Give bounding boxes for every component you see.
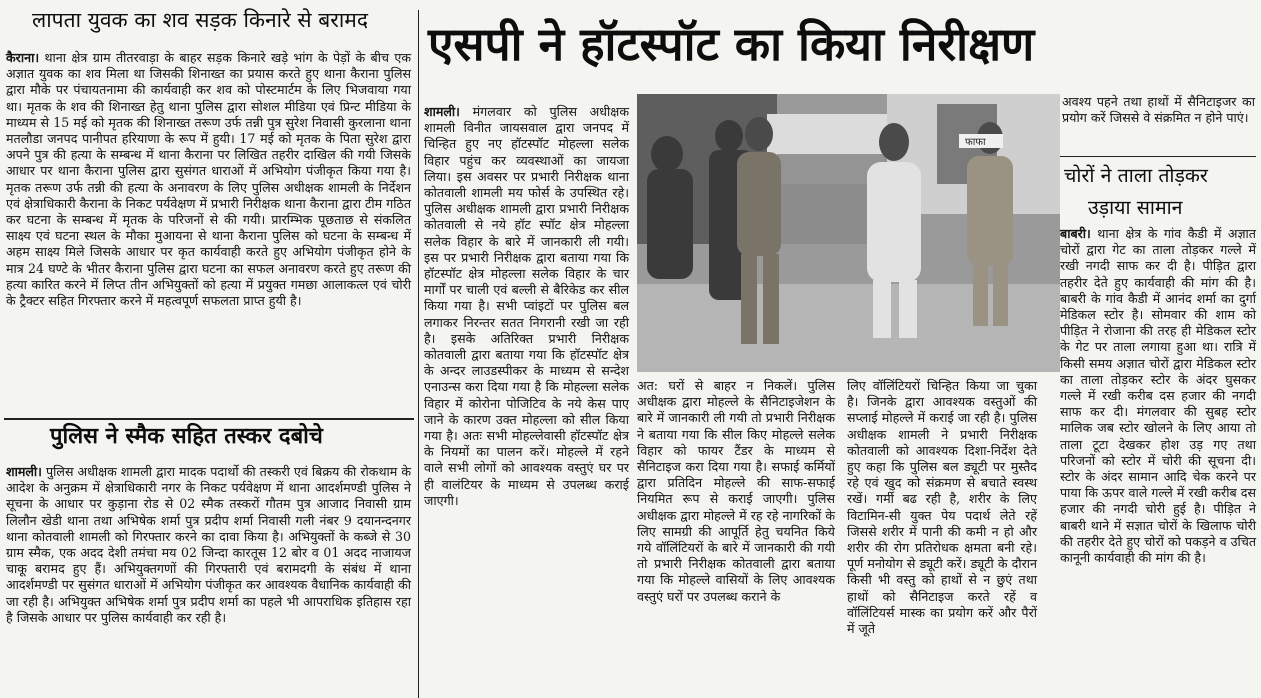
story-1-headline: लापता युवक का शव सड़क किनारे से बरामद bbox=[32, 8, 368, 32]
story-1-text: थाना क्षेत्र ग्राम तीतरवाड़ा के बाहर सड़क किनारे खड़े भांग के पेड़ों के बीच एक अज्ञात युवक का शव मिला था जिसकी शिनाख्त का प्रयास करते हुए थाना कैराना पुलिस द्वारा मौके पर पंचायतनामा की कार्यवाही कर शव को पोस्टमार्टम के लिए भिजवाया गया था। मृतक के शव की शिनाख्त हेतु थाना पुलिस द्वारा सोशल मीडिया एवं प्रिन्ट मीडिया के माध्यम से 15 मई को मृतक की शिनाख्त तरूण उर्फ तन्नी पुत्र सुरेश निवासी कुरलाना थाना मतलौडा जनपद पानीपत हरियाणा के रूप में हुयी। 17 मई को मृतक के पिता सुरेश द्वारा अपने पुत्र की हत्या के सम्बन्ध में थाना कैराना पर लिखित तहरीर दाखिल की गयी जिसके आधार पर थाना कैराना पुलिस द्वारा सुसंगत धाराओं में अभियोग पंजीकृत किया गया है। मृतक तरूण उर्फ तन्नी की हत्या के अनावरण के लिए पुलिस अधीक्षक शामली के निर्देशन एवं क्षेत्राधिकारी कैराना के निकट पर्यवेक्षण में प्रभारी निरीक्षक थाना कैराना द्वारा टीम गठित कर घटना के सम्बन्ध में मृतक के परिजनों से की गयी। प्रारम्भिक पूछताछ से संकलित साक्ष्य एवं घटना स्थल के मौका मुआयना से थाना कैराना पुलिस को घटना के सम्बन्ध में अहम साक्ष्य मिले जिसके आधार पर कृत कार्यवाही करते हुए अभियोग पंजीकृत होने के मात्र 24 घण्टे के भीतर कैराना पुलिस द्वारा घटना का सफल अनावरण करते हुए तरूण की हत्या कारित करने में लिप्त तीन अभियुक्तों को हत्या में प्रयुक्त गमछा आलाकत्ल एवं चोरी के ट्रैक्टर सहित गिरफ्तार करने में महत्वपूर्ण सफलता प्राप्त हुयी है। bbox=[6, 50, 412, 309]
main-story-col-1 bbox=[424, 104, 632, 698]
main-story-dateline: शामली। bbox=[424, 104, 460, 119]
column-divider bbox=[418, 10, 419, 698]
main-story-col-2 bbox=[637, 378, 837, 698]
main-story-col-3 bbox=[847, 378, 1039, 698]
story-2-dateline: शामली। bbox=[6, 464, 42, 479]
story-3-headline-line-1: चोरों ने ताला तोड़कर bbox=[1064, 164, 1208, 187]
story-1-dateline: कैराना। bbox=[6, 50, 40, 65]
right-divider bbox=[1060, 156, 1256, 157]
photo-shop-sign: फाफा bbox=[965, 137, 986, 148]
story-1-body bbox=[6, 50, 411, 309]
story-3-headline-line-2: उड़ाया सामान bbox=[1088, 196, 1183, 219]
story-2-body bbox=[6, 464, 411, 626]
story-2-text: पुलिस अधीक्षक शामली द्वारा मादक पदार्थो की तस्करी एवं बिक्रय की रोकथाम के आदेश के अनुक्रम में क्षेत्राधिकारी नगर के निकट पर्यवेक्षण में थाना आदर्शमण्डी पुलिस ने सूचना के आधार पर कुड़ाना रोड से 02 स्मैक तस्करों गौतम पुत्र आजाद निवासी ग्राम लिलौन खेडी थाना तथा अभिषेक शर्मा पुत्र प्रदीप शर्मा निवासी गली नंबर 9 दयानन्दनगर थाना कोतवाली शामली को गिरफ्तार करने का दावा किया है। अभियुक्तों के कब्जे से 30 ग्राम स्मैक, एक अदद देशी तमंचा मय 02 जिन्दा कारतूस 12 बोर व 01 अदद नाजायज चाकू बरामद हुए हैं। अभियुक्तगणों की गिरफ्तारी एवं बरामदगी के संबंध में थाना आदर्शमण्डी पर सुसंगत धाराओं में अभियोग पंजीकृत कर आवश्यक वैधानिक कार्यवाही की जा रही है। अभियुक्त अभिषेक शर्मा पुत्र प्रदीप शर्मा का पहले भी आपराधिक इतिहास रहा है जिसके आधार पर पुलिस कार्यवाही कर रही है। bbox=[6, 464, 411, 625]
main-headline: एसपी ने हॉटस्पॉट का किया निरीक्षण bbox=[428, 17, 1035, 71]
story-1 bbox=[0, 0, 416, 418]
story-3-dateline: बाबरी। bbox=[1060, 226, 1091, 241]
main-story-continuation-text: अवश्य पहने तथा हाथों में सैनिटाइजर का प्रयोग करें जिससे वे संक्रमित न होने पाएं। bbox=[1062, 94, 1255, 126]
story-2 bbox=[0, 420, 416, 698]
police-inspection-photo bbox=[637, 94, 1060, 372]
news-photo bbox=[637, 94, 1060, 372]
main-story-col-1-text: शामली। मंगलवार को पुलिस अधीक्षक शामली विनीत जायसवाल द्वारा जनपद में चिन्हित हुए नए हॉटस्पॉट मोहल्ला सलेक विहार पहुंच कर व्यवस्थाओं का जायजा लिया। इस अवसर पर प्रभारी निरीक्षक थाना कोतवाली शामली मय फोर्स के उपस्थित रहे। पुलिस अधीक्षक शामली द्वारा प्रभारी निरीक्षक कोतवाली से नये हॉट स्पॉट क्षेत्र मोहल्ला सलेक विहार के बारे में जानकारी ली गयी। इस पर प्रभारी निरीक्षक द्वारा बताया गया कि हॉटस्पॉट क्षेत्र मोहल्ला सलेक विहार के चार मार्गों पर चाली एवं बल्ली से बैरिकेड कर सील किया गया है। सभी प्वांइटों पर पुलिस बल लगाकर निरन्तर सतत निगरानी रखी जा रही है। इसके अतिरिक्त प्रभारी निरीक्षक कोतवाली द्वारा बताया गया कि हॉटस्पॉट क्षेत्र के अन्दर लाउडस्पीकर के माध्यम से सन्देश एनाउन्स करा दिया गया है कि मोहल्ला सलेक विहार में कोरोना पोजिटिव के नये केस पाए जाने के कारण उक्त मोहल्ला को सील किया गया है। अतः सभी मोहल्लेवासी हॉटस्पॉट क्षेत्र के नियमों का पालन करें। मोहल्ले में रहने वाले सभी लोगों को आवश्यक वस्तुएं घर पर ही वालंटियर के माध्यम से उपलब्ध कराई जाएगी। bbox=[424, 104, 629, 508]
main-story-col-2-text: अत: घरों से बाहर न निकलें। पुलिस अधीक्षक द्वारा मोहल्ले के सैनिटाइजेशन के बारे में जानकारी ली गयी तो प्रभारी निरीक्षक ने बताया गया कि सील किए मोहल्ले सलेक विहार को फायर टैंडर के माध्यम से सैनिटाइज करा दिया गया है। सफाई कर्मियों द्वारा प्रतिदिन मोहल्ले की साफ-सफाई नियमित रूप से कराई जाएगी। पुलिस अधीक्षक द्वारा मोहल्ले में रह रहे नागरिकों के लिए सामग्री की आपूर्ति हेतु चयनित किये गये वॉलिंटियरों के बारे में जानकारी की गयी तो प्रभारी निरीक्षक कोतवाली द्वारा बताया गया कि मोहल्ले वासियों के लिए आवश्यक वस्तुएं घरों पर उपलब्ध कराने के bbox=[637, 378, 835, 604]
main-story-col-3-text: लिए वॉलिंटियरों चिन्हित किया जा चुका है। जिनके द्वारा आवश्यक वस्तुओं की सप्लाई मोहल्ले में कराई जा रही है। पुलिस अधीक्षक शामली ने प्रभारी निरीक्षक कोतवाली को आवश्यक दिशा-निर्देश देते हुए कहा कि पुलिस बल ड्यूटी पर मुस्तैद रहे एवं खुद को संक्रमण से बचाते स्वस्थ रखें। गर्मी बढ रही है, शरीर के लिए विटामिन-सी युक्त पेय पदार्थ लेते रहें जिससे शरीर में पानी की कमी न हो और शरीर की रोग प्रतिरोधक क्षमता बनी रहे। पूर्ण मनोयोग से ड्यूटी करें। ड्यूटी के दौरान किसी भी वस्तु को हाथों से न छुएं तथा हाथों को सैनिटाइज करते रहें व वॉलिंटियर्स मास्क का प्रयोग करें और पैरों में जूते bbox=[847, 378, 1037, 637]
story-2-headline: पुलिस ने स्मैक सहित तस्कर दबोचे bbox=[50, 424, 323, 449]
main-story-continuation bbox=[1062, 94, 1258, 156]
story-3-text: थाना क्षेत्र के गांव कैडी में अज्ञात चोरों द्वारा गेट का ताला तोड़कर गल्ले में रखी नगदी साफ कर दी है। पीड़ित द्वारा तहरीर देते हुए कार्यवाही की मांग की है। बाबरी के गांव कैडी में आनंद शर्मा का दुर्गा मेडिकल स्टोर है। सोमवार की शाम को पीड़ित ने रोजाना की तरह ही मेडिकल स्टोर के गेट पर ताला लगाया हुआ था। रात्रि में किसी समय अज्ञात चोरों द्वारा मेडिकल स्टोर का ताला तोड़कर स्टोर के अंदर घुसकर गल्ले में रखी करीब दस हजार की नगदी साफ कर दी। मंगलवार की सुबह स्टोर मालिक जब स्टोर खोलने के लिए आया तो ताला टूटा देखकर होश उड़ गए तथा परिजनों को स्टोर में चोरी की सूचना दी। स्टोर के अंदर सामान आदि चेक करने पर पाया कि ऊपर वाले गल्ले में रखी करीब दस हजार की नगदी चोरी हुई है। पीड़ित ने बाबरी थाने में सज्ञात चोरों के खिलाफ चोरी की तहरीर देते हुए चोरों को पकड़ने व उचित कानूनी कार्यवाही की मांग की है। bbox=[1060, 226, 1256, 566]
story-3-body bbox=[1060, 226, 1256, 566]
story-3 bbox=[1058, 158, 1261, 698]
